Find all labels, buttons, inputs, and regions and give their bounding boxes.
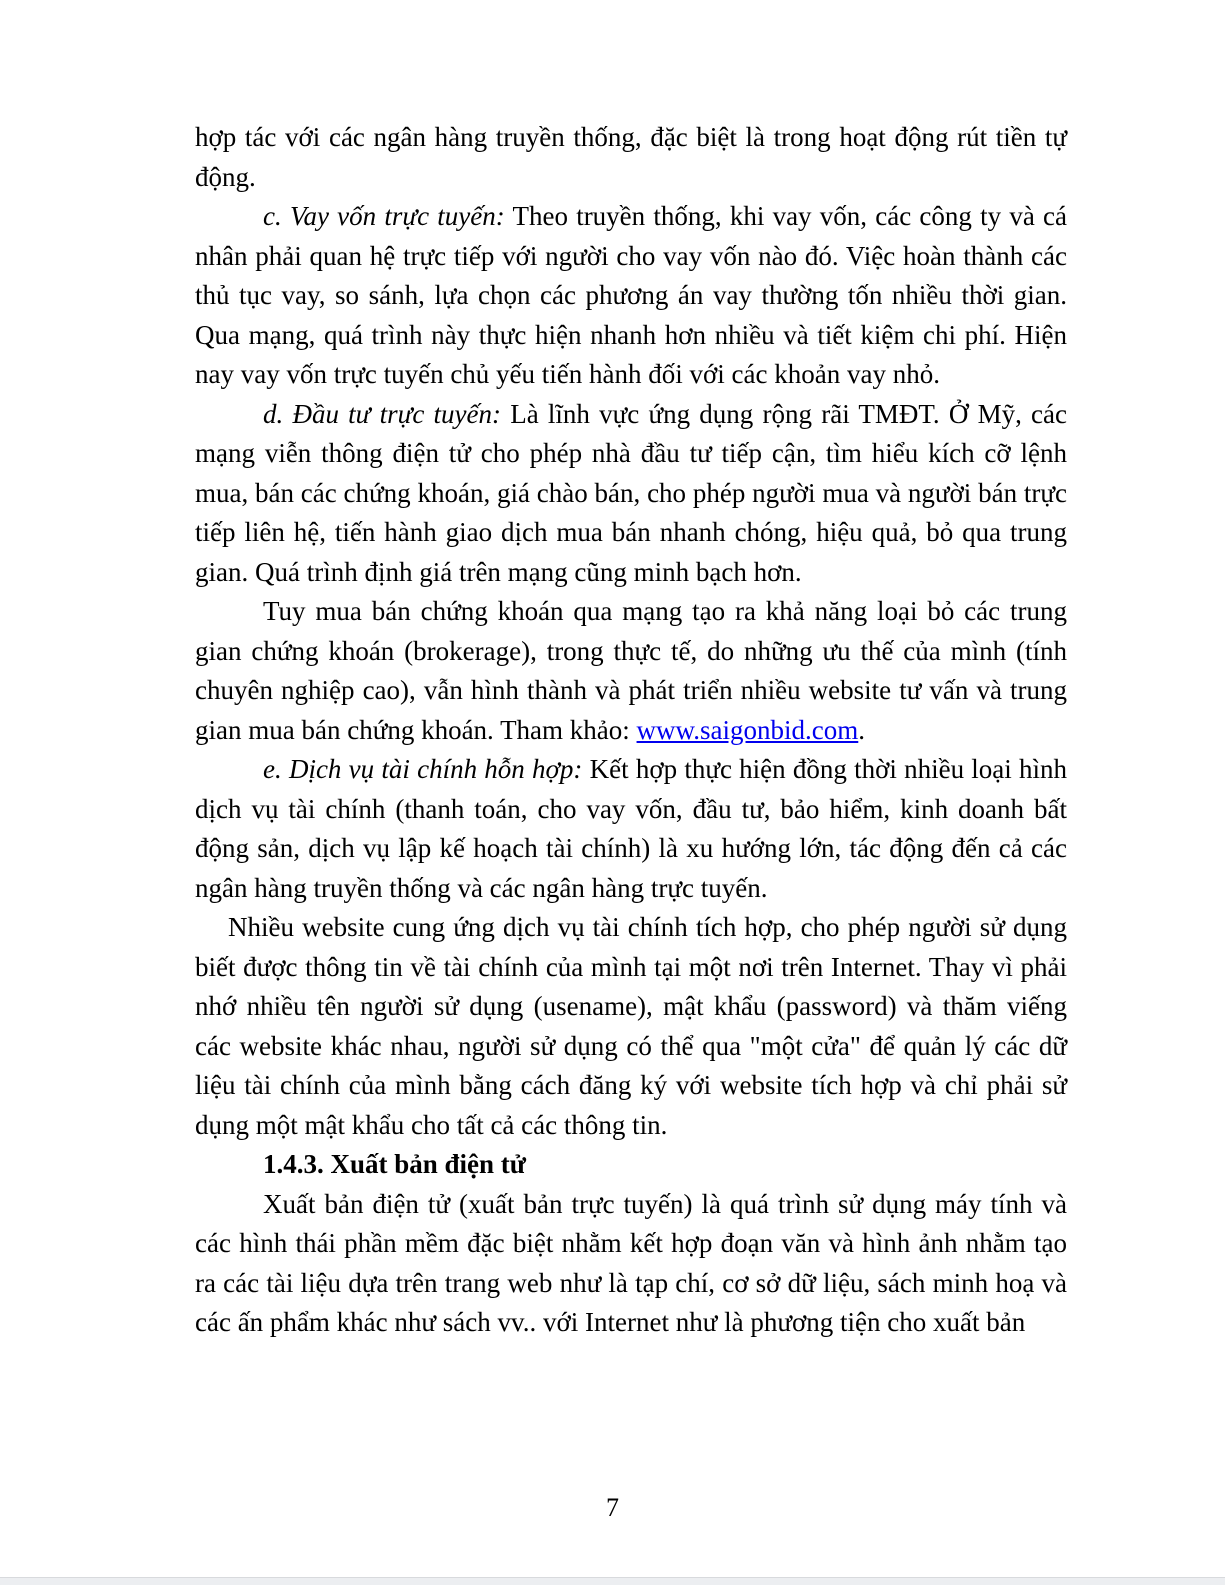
paragraph-lead-italic: d. Đầu tư trực tuyến: — [263, 398, 502, 429]
paragraph-chung-khoan — [195, 592, 1067, 750]
paragraph-lead-italic: c. Vay vốn trực tuyến: — [263, 201, 505, 231]
page-content — [195, 118, 1067, 1343]
paragraph-text: Nhiều website cung ứng dịch vụ tài chính tích hợp, cho phép người sử dụng biết được thông tin về tài chính của mình tại một nơi trên Internet. Thay vì phải nhớ nhiều tên người sử dụng (usename), mật khẩu (password) và thăm viếng các website khác nhau, người sử dụng có thể qua "một cửa" để quản lý các dữ liệu tài chính của mình bằng cách đăng ký với website tích hợp và chỉ phải sử dụng một mật khẩu cho tất cả các thông tin. — [195, 912, 1067, 1140]
paragraph-lead-italic: e. Dịch vụ tài chính hỗn hợp: — [263, 754, 583, 784]
paragraph-vay-von-truc-tuyen — [195, 197, 1067, 395]
paragraph-atm-continuation — [195, 118, 1067, 197]
paragraph-website-tich-hop — [195, 908, 1067, 1145]
paragraph-text: Là lĩnh vực ứng dụng rộng rãi TMĐT. Ở Mỹ, các mạng viễn thông điện tử cho phép nhà đầu tư tiếp cận, tìm hiểu kích cỡ lệnh mua, bán các chứng khoán, giá chào bán, cho phép người mua và người bán trực tiếp liên hệ, tiến hành giao dịch mua bán nhanh chóng, hiệu quả, bỏ qua trung gian. Quá trình định giá trên mạng cũng minh bạch hơn. — [195, 398, 1068, 587]
paragraph-dau-tu-truc-tuyen — [195, 395, 1067, 593]
paragraph-xuat-ban-dien-tu — [195, 1185, 1067, 1343]
paragraph-text: Theo truyền thống, khi vay vốn, các công ty và cá nhân phải quan hệ trực tiếp với người cho vay vốn nào đó. Việc hoàn thành các thủ tục vay, so sánh, lựa chọn các phương án vay thường tốn nhiều thời gian. Qua mạng, quá trình này thực hiện nhanh hơn nhiều và tiết kiệm chi phí. Hiện nay vay vốn trực tuyến chủ yếu tiến hành đối với các khoản vay nhỏ. — [195, 201, 1068, 389]
saigonbid-link[interactable]: www.saigonbid.com — [636, 714, 859, 745]
paragraph-text: Xuất bản điện tử (xuất bản trực tuyến) là quá trình sử dụng máy tính và các hình thái phần mềm đặc biệt nhằm kết hợp đoạn văn và hình ảnh nhằm tạo ra các tài liệu dựa trên trang web như là tạp chí, cơ sở dữ liệu, sách minh hoạ và các ấn phẩm khác như sách vv.. với Internet như là phương tiện cho xuất bản — [195, 1188, 1067, 1337]
paragraph-dich-vu-tai-chinh — [195, 750, 1067, 908]
paragraph-text: Tuy mua bán chứng khoán qua mạng tạo ra khả năng loại bỏ các trung gian chứng khoán (brokerage), trong thực tế, do những ưu thế của mình (tính chuyên nghiệp cao), vẫn hình thành và phát triển nhiều website tư vấn và trung gian mua bán chứng khoán. Tham khảo: — [195, 596, 1067, 745]
paragraph-text: . — [858, 714, 866, 745]
paragraph-text: Kết hợp thực hiện đồng thời nhiều loại hình dịch vụ tài chính (thanh toán, cho vay vốn, đầu tư, bảo hiểm, kinh doanh bất động sản, dịch vụ lập kế hoạch tài chính) là xu hướng lớn, tác động đến cả các ngân hàng truyền thống và các ngân hàng trực tuyến. — [195, 754, 1067, 903]
paragraph-text: hợp tác với các ngân hàng truyền thống, đặc biệt là trong hoạt động rút tiền tự động. — [195, 122, 1067, 192]
viewport-bottom-edge — [0, 1577, 1225, 1585]
section-heading-1-4-3: 1.4.3. Xuất bản điện tử — [263, 1149, 526, 1179]
page-number: 7 — [606, 1493, 619, 1522]
